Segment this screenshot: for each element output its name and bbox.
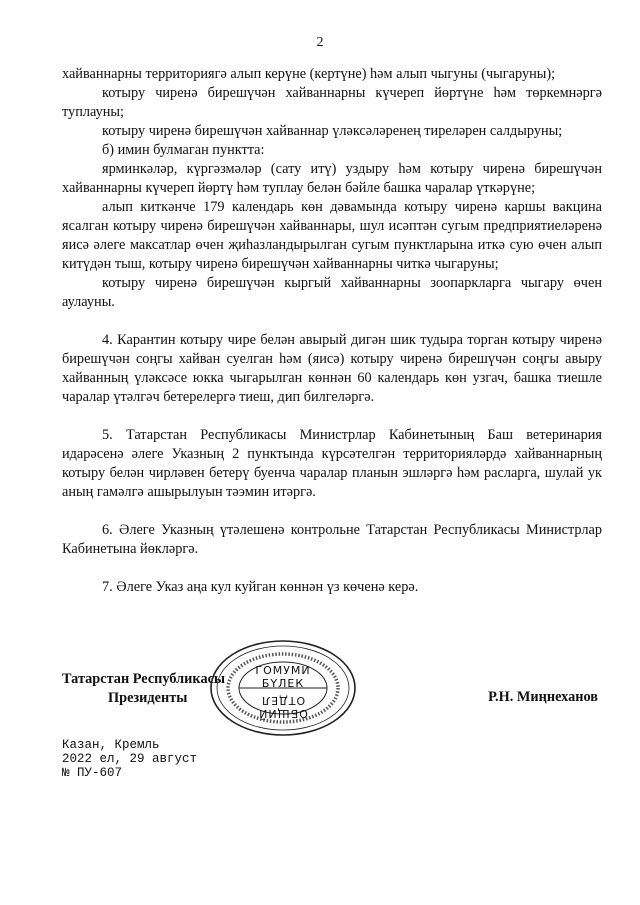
page-number: 2 [316,35,324,50]
signatory-name: Р.Н. Миңнеханов [488,689,598,705]
signatory-title [62,670,225,708]
paragraph-1: хайваннарны территориягә алып керүне (кертүне) һәм алып чыгуны (чыгаруны); [62,66,556,82]
decree-body [62,65,602,597]
official-stamp [208,638,358,738]
stamp-text-line2: БҮЛЕК [261,677,305,690]
paragraph-7: котыру чиренә бирешүчән кыргый хайваннарны зоопаркларга чыгару өчен аулауны. [62,275,602,310]
footer-date: 2022 ел, 29 август [62,752,198,766]
signatory-title-line1: Татарстан Республикасы [62,671,226,687]
footer-place: Казан, Кремль [62,738,160,752]
paragraph-item-5: 5. Татарстан Республикасы Министрлар Кабинетының Баш ветеринария идарәсенә әлеге Указның 2 пунктында күрсәтелгән территорияләрдә хайваннарның котыру белән чирләвен бетерү буенча чаралар планын эшләргә һәм расларга, шулай ук аның гамәлгә ашырылуын тәэмин итәргә. [62,427,602,500]
paragraph-5: ярминкәләр, күргәзмәләр (сату итү) уздыру һәм котыру чиренә бирешүчән хайваннарны күчереп йөртү һәм туплау белән бәйле башка чаралар үткәрүне; [62,161,602,196]
paragraph-2: котыру чиренә бирешүчән хайваннарны күчереп йөртүне һәм төркемнәргә туплауны; [62,85,602,120]
paragraph-3: котыру чиренә бирешүчән хайваннар үләксәләренең тиреләрен салдыруны; [102,123,563,139]
paragraph-6: алып киткәнче 179 календарь көн дәвамында котыру чиренә каршы вакцина ясалган котыру чиренә бирешүчән хайваннары, шул исәптән сугым предприятиеләренә яисә әлеге максатлар өчен җиһазландырылган сугым пунктларына иткә сую өчен алып китүдән тыш, котыру чиренә бирешүчән хайваннарны читкә чыгаруны; [62,199,602,272]
signatory-title-line2: Президенты [108,690,188,706]
stamp-text-line4: ОБЩИЙ [258,707,308,720]
stamp-text-line3: ОТДЕЛ [260,694,306,707]
paragraph-item-6: 6. Әлеге Указның үтәлешенә контрольне Татарстан Республикасы Министрлар Кабинетына йөкләргә. [62,522,602,557]
stamp-text-line1: ГОМУМИ [255,664,311,677]
footer-number: № ПУ-607 [62,766,123,780]
paragraph-item-4: 4. Карантин котыру чире белән авырый дигән шик тудыра торган котыру чиренә бирешүчән соңгы хайван суелган һәм (яисә) котыру чиренә бирешүчән соңгы авыру хайванның үләксәсе юкка чыгарылган көннән 60 календарь көн узгач, башка тиешле чаралар үтәлгәч бетерелергә тиеш, дип билгеләргә. [62,332,602,405]
document-footer [62,738,197,780]
paragraph-4: б) имин булмаган пунктта: [102,142,265,158]
paragraph-item-7: 7. Әлеге Указ аңа кул куйган көннән үз көченә керә. [102,579,419,595]
